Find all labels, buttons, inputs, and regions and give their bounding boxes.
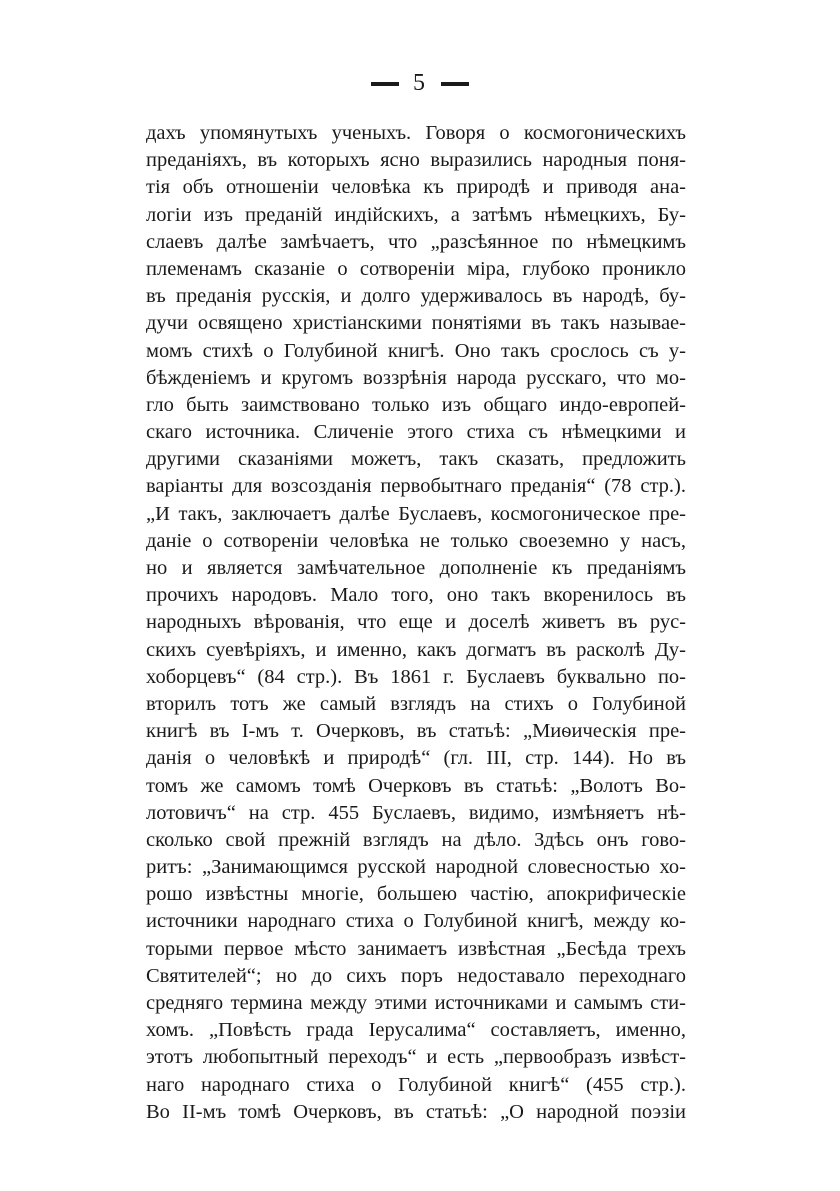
text-line: источники народнаго стиха о Голубиной книгѣ, между ко- xyxy=(146,910,686,933)
text-line: книгѣ въ І-мъ т. Очерковъ, въ статьѣ: „Миѳическія пре- xyxy=(146,720,686,743)
text-line: этотъ любопытный переходъ“ и есть „первообразъ извѣст- xyxy=(146,1046,686,1069)
page-number: 5 xyxy=(413,70,427,96)
text-line: момъ стихѣ о Голубиной книгѣ. Оно такъ срослось съ у- xyxy=(146,339,686,362)
text-line: скаго источника. Сличеніе этого стиха съ нѣмецкими и xyxy=(146,421,686,444)
text-line: дахъ упомянутыхъ ученыхъ. Говоря о космогоническихъ xyxy=(146,122,686,144)
text-line: лотовичъ“ на стр. 455 Буслаевъ, видимо, измѣняетъ нѣ- xyxy=(146,801,686,824)
text-line: хоборцевъ“ (84 стр.). Въ 1861 г. Буслаевъ буквально по- xyxy=(146,665,686,688)
text-line: даніе о сотвореніи человѣка не только своеземно у насъ, xyxy=(146,529,686,552)
text-line: преданіяхъ, въ которыхъ ясно выразились народныя поня- xyxy=(146,149,686,172)
text-line: логіи изъ преданій индійскихъ, а затѣмъ нѣмецкихъ, Бу- xyxy=(146,203,686,226)
text-line: въ преданія русскія, и долго удерживалось въ народѣ, бу- xyxy=(146,285,686,308)
left-dash xyxy=(371,82,399,86)
text-line: но и является замѣчательное дополненіе къ преданіямъ xyxy=(146,557,686,579)
text-line: народныхъ вѣрованія, что еще и доселѣ живетъ въ рус- xyxy=(146,611,686,634)
text-line: томъ же самомъ томѣ Очерковъ въ статьѣ: „Волотъ Во- xyxy=(146,774,686,797)
text-line: варіанты для возсозданія первобытнаго преданія“ (78 стр.). xyxy=(146,475,686,498)
text-line: Во II-мъ томѣ Очерковъ, въ статьѣ: „О народной поэзіи xyxy=(146,1100,686,1123)
text-line: бѣжденіемъ и кругомъ воззрѣнія народа русскаго, что мо- xyxy=(146,366,686,389)
page-number-header xyxy=(0,70,840,97)
text-line: племенамъ сказаніе о сотвореніи міра, глубоко проникло xyxy=(146,257,686,280)
text-line: вторилъ тотъ же самый взглядъ на стихъ о Голубиной xyxy=(146,692,686,715)
text-line: торыми первое мѣсто занимаетъ извѣстная „Бесѣда трехъ xyxy=(146,937,686,960)
text-line: прочихъ народовъ. Мало того, оно такъ вкоренилось въ xyxy=(146,584,686,607)
text-line: слаевъ далѣе замѣчаетъ, что „разсѣянное по нѣмецкимъ xyxy=(146,230,686,253)
text-line: дучи освящено христіанскими понятіями въ такъ называе- xyxy=(146,312,686,335)
right-dash xyxy=(441,82,469,86)
text-line: ритъ: „Занимающимся русской народной словесностью хо- xyxy=(146,856,686,879)
text-line: хомъ. „Повѣсть града Іерусалима“ составляетъ, именно, xyxy=(146,1019,686,1042)
text-line: рошо извѣстны многіе, большею частію, апокрифическіе xyxy=(146,883,686,906)
text-line: скихъ суевѣріяхъ, и именно, какъ догматъ въ расколѣ Ду- xyxy=(146,638,686,661)
text-line: тія объ отношеніи человѣка къ природѣ и приводя ана- xyxy=(146,176,686,199)
text-line: гло быть заимствовано только изъ общаго индо-европей- xyxy=(146,393,686,416)
text-line: другими сказаніями можетъ, такъ сказать, предложить xyxy=(146,448,686,471)
body-text xyxy=(146,120,686,1126)
text-line: наго народнаго стиха о Голубиной книгѣ“ (455 стр.). xyxy=(146,1073,686,1096)
text-line: Святителей“; но до сихъ поръ недоставало переходнаго xyxy=(146,964,686,987)
text-line: сколько свой прежній взглядъ на дѣло. Здѣсь онъ гово- xyxy=(146,828,686,851)
text-line: „И такъ, заключаетъ далѣе Буслаевъ, космогоническое пре- xyxy=(146,502,686,525)
text-line: данія о человѣкѣ и природѣ“ (гл. III, стр. 144). Но въ xyxy=(146,747,686,770)
text-line: средняго термина между этими источниками и самымъ сти- xyxy=(146,992,686,1014)
